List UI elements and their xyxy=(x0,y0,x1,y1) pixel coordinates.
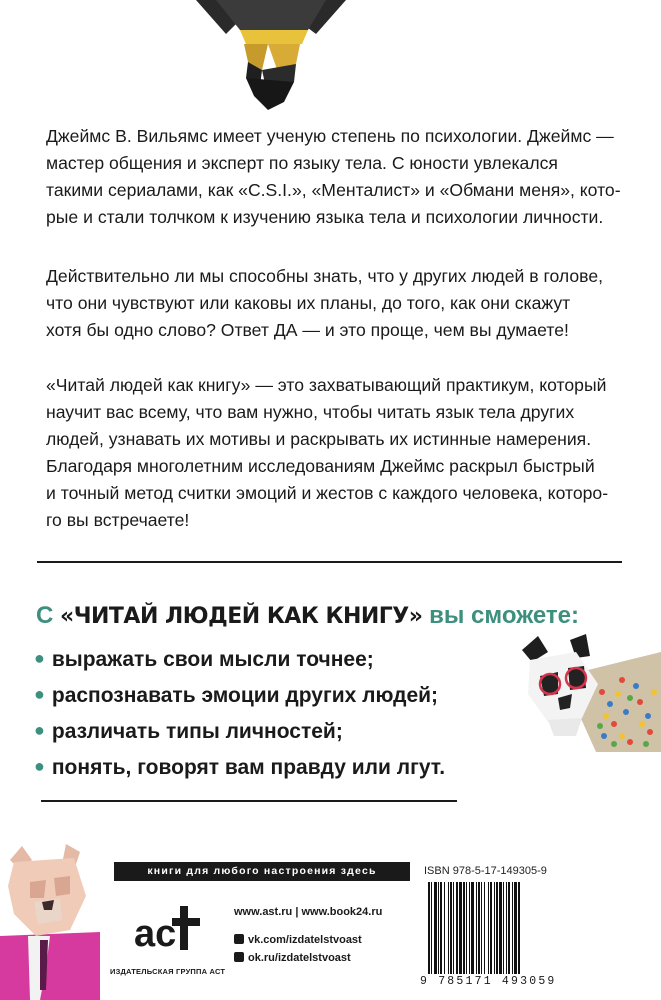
ok-icon xyxy=(234,952,244,962)
text-line: и точный метод считки эмоций и жестов с каждого человека, которо- xyxy=(46,483,609,503)
barcode-bar xyxy=(490,882,492,974)
social-link-vk xyxy=(234,934,362,946)
heading-book-title: «ЧИТАЙ ЛЮДЕЙ КАК КНИГУ» xyxy=(60,604,423,629)
text-line: Благодаря многолетним исследованиям Джеймс раскрыл быстрый xyxy=(46,456,595,476)
barcode-bar xyxy=(456,882,458,974)
question-paragraph xyxy=(46,263,624,344)
text-line: го вы встречаете! xyxy=(46,510,190,530)
barcode-bar xyxy=(503,882,504,974)
text-line: людей, узнавать их мотивы и раскрывать их истинные намерения. xyxy=(46,429,592,449)
publisher-logo xyxy=(118,888,208,966)
benefit-text: выражать свои мысли точнее; xyxy=(51,648,374,671)
text-line: что они чувствуют или каковы их планы, до того, как они скажут xyxy=(46,293,571,313)
author-bio-paragraph xyxy=(46,123,624,231)
barcode-bar xyxy=(499,882,502,974)
svg-text:ac: ac xyxy=(134,913,177,955)
barcode-bar xyxy=(434,882,437,974)
barcode-bar xyxy=(494,882,495,974)
benefit-text: распознавать эмоции других людей; xyxy=(51,684,439,707)
divider-bottom xyxy=(41,800,457,802)
text-line: рые и стали толчком к изучению языка тела и психологии личности. xyxy=(46,207,604,227)
barcode-bar xyxy=(518,882,520,974)
barcode-bar xyxy=(478,882,480,974)
tagline-banner: книги для любого настроения здесь xyxy=(114,862,410,881)
barcode-bar xyxy=(453,882,454,974)
text-line: такими сериалами, как «C.S.I.», «Менталист» и «Обмани меня», кото- xyxy=(46,180,621,200)
text-line: мастер общения и эксперт по языку тела. С юности увлекался xyxy=(46,153,558,173)
text-line: Действительно ли мы способны знать, что у других людей в голове, xyxy=(46,266,603,286)
text-line: хотя бы одно слово? Ответ ДА — и это проще, чем вы думаете! xyxy=(46,320,569,340)
bullet-dot-icon: ● xyxy=(34,684,45,704)
barcode-bar xyxy=(459,882,462,974)
benefit-item xyxy=(34,648,374,672)
benefit-item xyxy=(34,720,343,744)
barcode-bar xyxy=(463,882,465,974)
divider-top xyxy=(37,561,622,563)
benefit-text: понять, говорят вам правду или лгут. xyxy=(51,756,446,779)
heading-suffix: вы сможете: xyxy=(429,602,580,629)
heading-prefix: С xyxy=(36,602,54,629)
barcode-bar xyxy=(488,882,489,974)
social-link-text: vk.com/izdatelstvoast xyxy=(248,934,362,946)
barcode-bar xyxy=(476,882,477,974)
benefit-text: различать типы личностей; xyxy=(51,720,343,743)
barcode-bar xyxy=(444,882,445,974)
barcode-bar xyxy=(466,882,467,974)
publisher-name: ИЗДАТЕЛЬСКАЯ ГРУППА АСТ xyxy=(110,967,226,976)
barcode-bar xyxy=(481,882,482,974)
bullet-dot-icon: ● xyxy=(34,648,45,668)
book-description-paragraph xyxy=(46,372,624,534)
barcode-bar xyxy=(506,882,507,974)
barcode-bar xyxy=(496,882,498,974)
social-link-ok xyxy=(234,952,351,964)
barcode-digits: 9 785171 493059 xyxy=(420,975,557,988)
panda-figure-illustration xyxy=(518,632,661,752)
barcode-image xyxy=(426,882,554,974)
barcode-bar xyxy=(484,882,485,974)
website-links: www.ast.ru | www.book24.ru xyxy=(234,906,383,918)
text-line: Джеймс В. Вильямс имеет ученую степень по психологии. Джеймс — xyxy=(46,126,614,146)
barcode-bar xyxy=(428,882,430,974)
barcode-bar xyxy=(508,882,510,974)
benefit-item xyxy=(34,684,438,708)
barcode-bar xyxy=(450,882,452,974)
social-link-text: ok.ru/izdatelstvoast xyxy=(248,952,351,964)
bullet-dot-icon: ● xyxy=(34,756,45,776)
benefit-item xyxy=(34,756,445,780)
barcode-bar xyxy=(469,882,470,974)
barcode-bar xyxy=(440,882,442,974)
barcode-bar xyxy=(448,882,449,974)
bullet-dot-icon: ● xyxy=(34,720,45,740)
barcode-bar xyxy=(512,882,513,974)
vk-icon xyxy=(234,934,244,944)
barcode-bar xyxy=(514,882,517,974)
bear-figure-illustration xyxy=(0,840,100,1000)
masked-figure-illustration xyxy=(196,0,346,118)
benefits-heading xyxy=(36,602,579,630)
ast-logo-icon xyxy=(118,888,208,966)
barcode-bar xyxy=(431,882,432,974)
barcode-bar xyxy=(471,882,474,974)
barcode-bar xyxy=(438,882,439,974)
text-line: научит вас всему, что вам нужно, чтобы читать язык тела других xyxy=(46,402,575,422)
isbn-text: ISBN 978-5-17-149305-9 xyxy=(424,865,547,877)
text-line: «Читай людей как книгу» — это захватывающий практикум, который xyxy=(46,375,607,395)
